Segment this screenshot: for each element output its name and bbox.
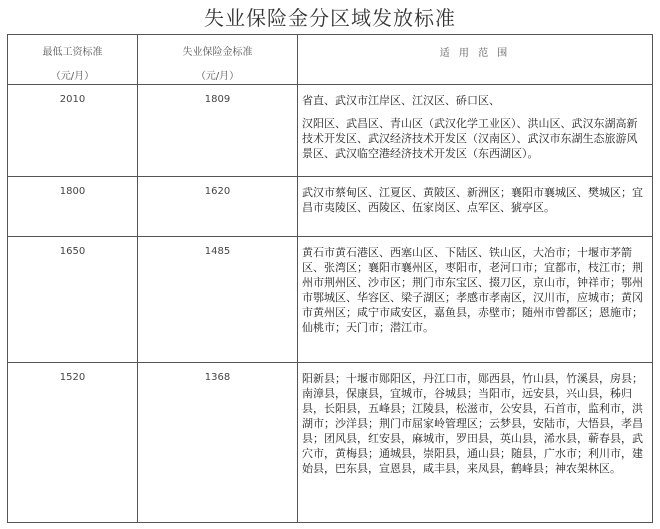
min-wage-value: 1520 — [59, 372, 86, 383]
benefit-value: 1809 — [204, 94, 231, 105]
header-min-wage-label: 最低工资标准 — [42, 47, 103, 58]
scope-text: 黄石市黄石港区、西塞山区、下陆区、铁山区，大冶市；十堰市茅箭区、张湾区；襄阳市襄州区，枣阳市，老河口市；宜都市，枝江市；荆州市荆州区、沙市区；荆门市东宝区、掇刀区，京山市，钟祥市；鄂州市鄂城区、华容区、梁子湖区；孝感市孝南区，汉川市，应城市；黄冈市黄州区；咸宁市咸安区，嘉鱼县，赤壁市；随州市曾都区；恩施市；仙桃市；天门市；潜江市。 — [302, 246, 643, 334]
document-title: 失业保险金分区域发放标准 — [204, 6, 456, 30]
benefit-value: 1368 — [204, 372, 231, 383]
scope-cell — [298, 363, 653, 523]
scope-text: 武汉市蔡甸区、江夏区、黄陂区、新洲区；襄阳市襄城区、樊城区；宜昌市夷陵区、西陵区、伍家岗区、点军区、猇亭区。 — [302, 186, 643, 214]
benefit-value: 1485 — [204, 246, 231, 257]
scope-text: 汉阳区、武昌区、青山区（武汉化学工业区）、洪山区、武汉东湖高新技术开发区、武汉经济技术开发区（汉南区）、武汉市东湖生态旅游风景区、武汉临空港经济技术开发区（东西湖区）。 — [302, 117, 638, 160]
table-row — [8, 363, 653, 523]
table-row — [8, 237, 653, 363]
scope-cell — [298, 237, 653, 363]
benefit-cell — [138, 237, 298, 363]
table-row — [8, 85, 653, 177]
header-scope-label: 适 用 范 围 — [439, 48, 511, 59]
min-wage-value: 2010 — [59, 94, 86, 105]
benefit-value: 1620 — [204, 186, 231, 197]
scope-text: 阳新县；十堰市郧阳区，丹江口市，郧西县，竹山县，竹溪县，房县；南漳县，保康县，宜城市，谷城县；当阳市，远安县，兴山县，秭归县，长阳县，五峰县；江陵县，松滋市，公安县，石首市，监利市，洪湖市；沙洋县；荆门市屈家岭管理区；云梦县，安陆市，大悟县，孝昌县；团风县，红安县，麻城市，罗田县，英山县，浠水县，蕲春县，武穴市，黄梅县；通城县，崇阳县，通山县；随县，广水市；利川市，建始县，巴东县，宣恩县，咸丰县，来凤县，鹤峰县；神农架林区。 — [302, 372, 643, 475]
benefit-cell — [138, 177, 298, 237]
header-benefit-label: 失业保险金标准 — [182, 47, 253, 58]
min-wage-cell — [8, 177, 138, 237]
header-scope — [298, 35, 653, 85]
table-row — [8, 177, 653, 237]
header-benefit-unit: （元/月） — [195, 71, 240, 82]
min-wage-cell — [8, 237, 138, 363]
scope-cell — [298, 85, 653, 177]
header-min-wage-unit: （元/月） — [50, 71, 95, 82]
header-benefit — [138, 35, 298, 85]
benefit-cell — [138, 85, 298, 177]
table-header-row — [8, 35, 653, 85]
min-wage-cell — [8, 85, 138, 177]
scope-cell — [298, 177, 653, 237]
scope-text: 省直、武汉市江岸区、江汉区、硚口区、 — [302, 94, 500, 107]
benefit-standards-table — [7, 34, 653, 523]
min-wage-value: 1800 — [59, 186, 86, 197]
header-min-wage — [8, 35, 138, 85]
min-wage-value: 1650 — [59, 246, 86, 257]
min-wage-cell — [8, 363, 138, 523]
benefit-cell — [138, 363, 298, 523]
